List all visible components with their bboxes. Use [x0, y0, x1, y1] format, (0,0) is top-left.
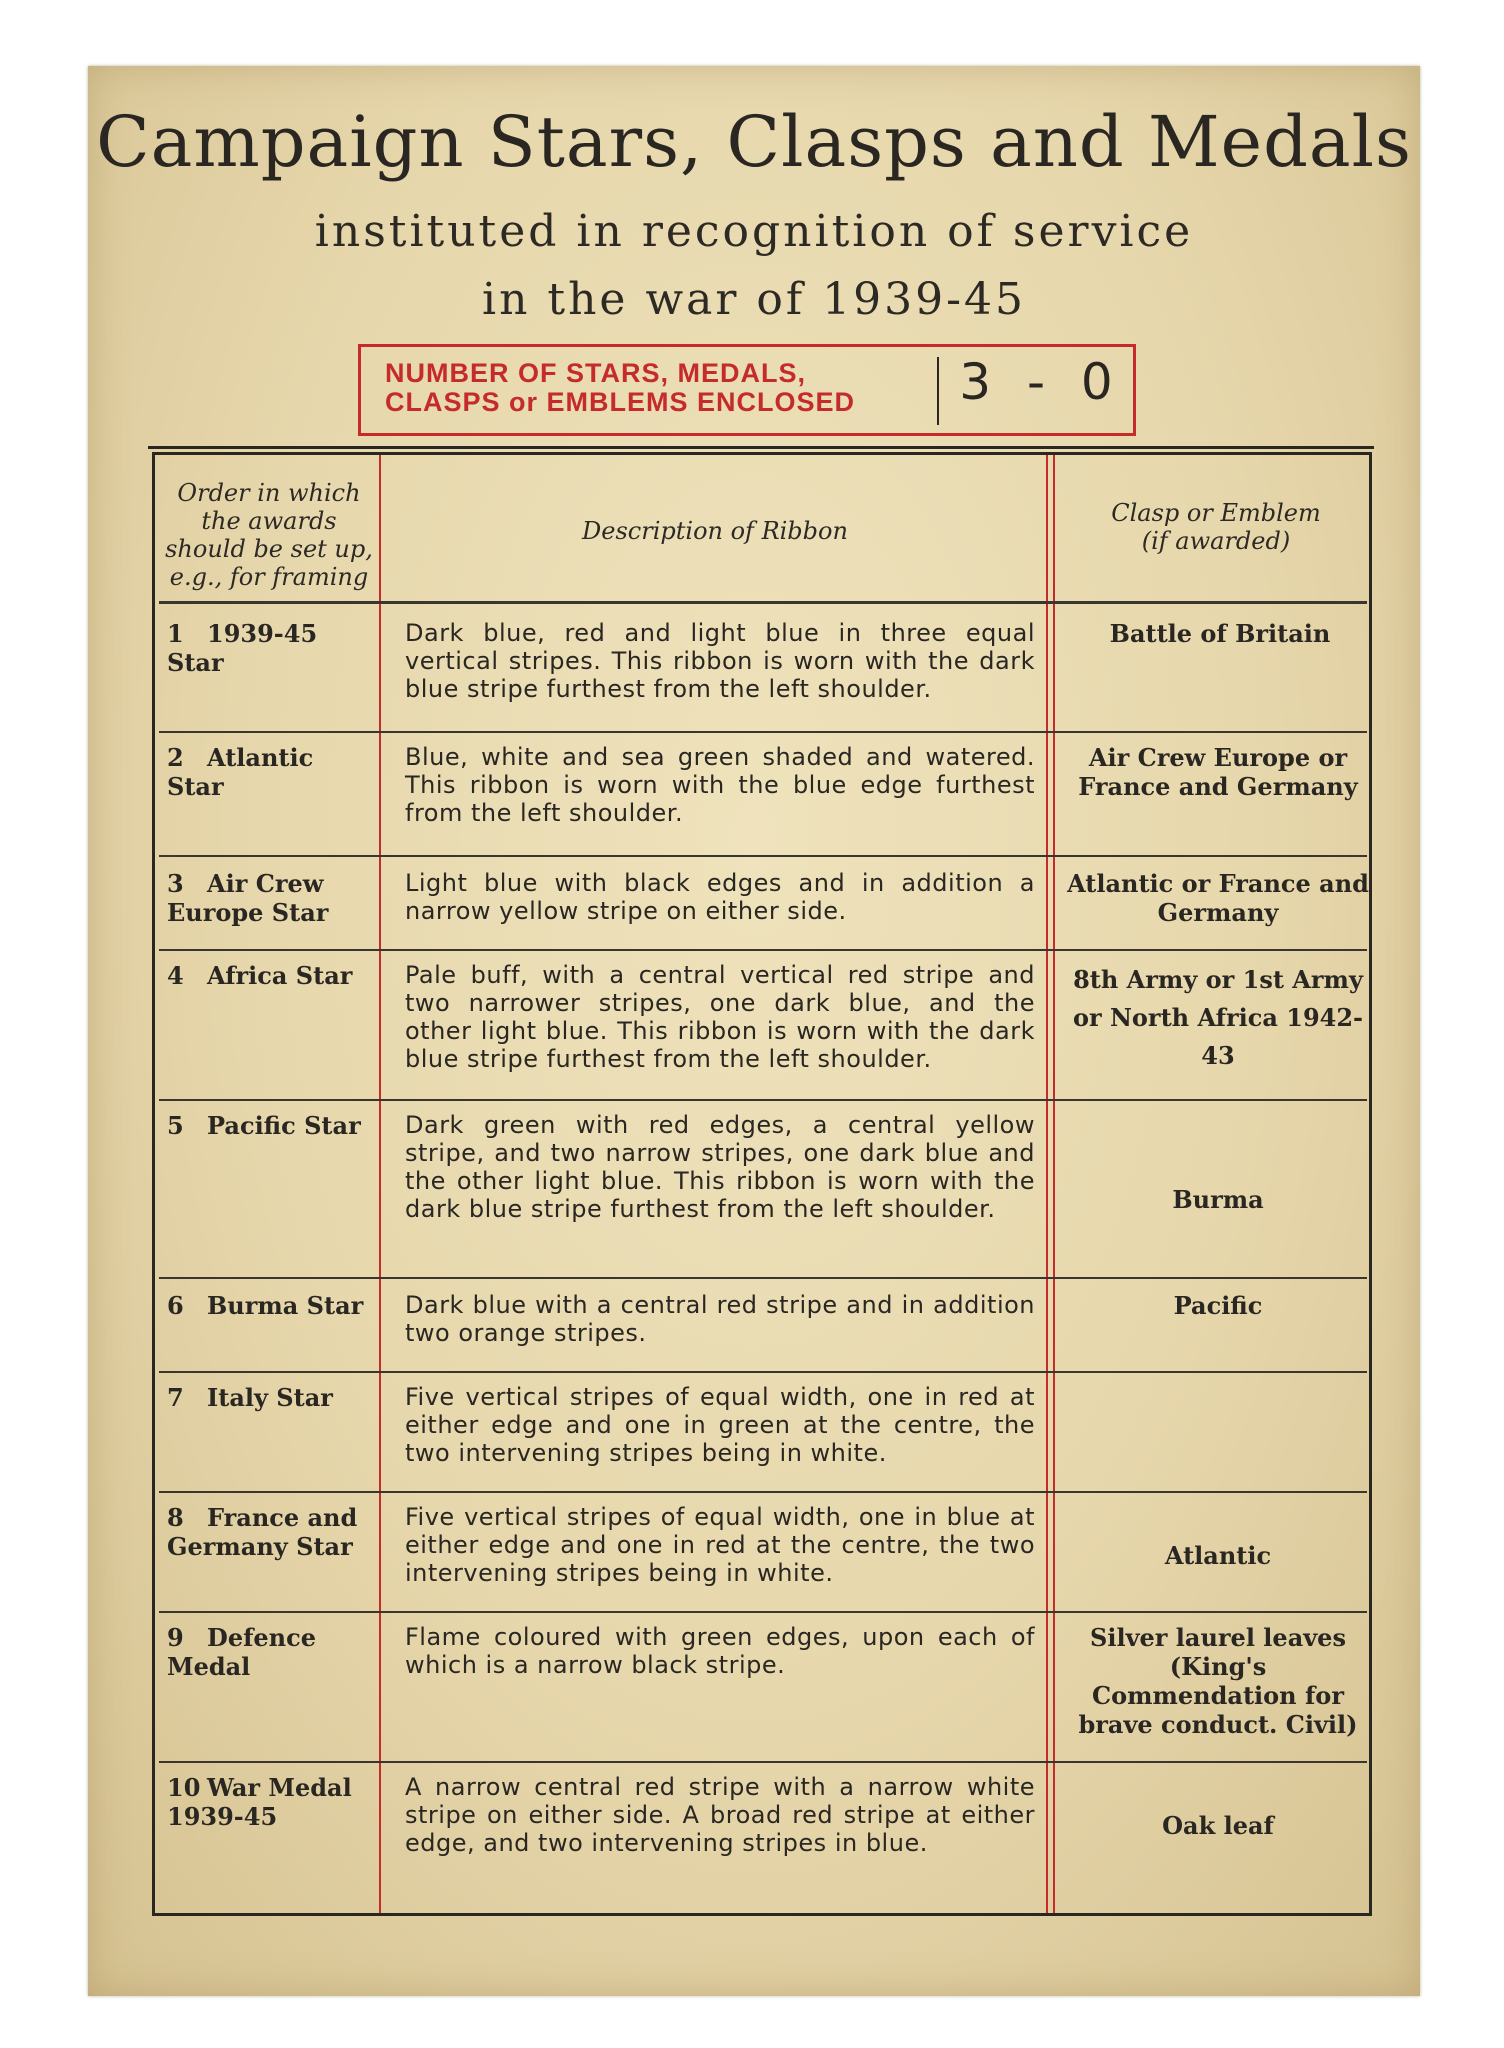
award-title: Atlantic Star [167, 743, 314, 801]
header-rule [159, 601, 1367, 604]
row-rule [159, 1761, 1367, 1763]
row-rule [159, 1491, 1367, 1493]
award-name [167, 1773, 367, 1831]
enclosed-count-label [385, 359, 935, 417]
clasp-emblem: Atlantic or France and Germany [1067, 869, 1369, 927]
award-title: 1939-45 Star [167, 619, 318, 677]
ribbon-description: Flame coloured with green edges, upon each of which is a narrow black stripe. [405, 1623, 1035, 1679]
enclosed-count-box [358, 344, 1136, 436]
award-name [167, 1383, 367, 1412]
award-title: Air Crew Europe Star [167, 869, 329, 927]
award-title: Pacific Star [207, 1111, 361, 1140]
clasp-emblem: Silver laurel leaves (King's Commendation for brave conduct. Civil) [1078, 1623, 1358, 1739]
column-divider-description-a [1046, 455, 1048, 1913]
document-subtitle-line1: instituted in recognition of service [314, 206, 1194, 257]
row-rule [159, 1277, 1367, 1279]
ribbon-description: Dark green with red edges, a central yellow stripe, and two narrow stripes, one dark blue and the other light blue. This ribbon is worn with the dark blue stripe furthest from the left shoulder. [405, 1111, 1035, 1223]
clasp-emblem: 8th Army or 1st Army or North Africa 1942-43 [1072, 965, 1364, 1070]
column-divider-description-b [1053, 455, 1055, 1913]
ribbon-description: Dark blue with a central red stripe and in addition two orange stripes. [405, 1291, 1035, 1347]
award-number: 7 [167, 1383, 184, 1412]
ribbon-description: Five vertical stripes of equal width, one in blue at either edge and one in red at the centre, the two intervening stripes being in white. [405, 1503, 1035, 1587]
row-rule [159, 1611, 1367, 1613]
clasp-emblem: Atlantic [1164, 1541, 1272, 1570]
count-label-line2: CLASPS or EMBLEMS ENCLOSED [385, 387, 856, 417]
document-subtitle-line2: in the war of 1939-45 [482, 274, 1026, 325]
clasp-emblem: Pacific [1173, 1291, 1263, 1320]
ribbon-description: Light blue with black edges and in addition a narrow yellow stripe on either side. [405, 869, 1035, 925]
award-number: 5 [167, 1111, 184, 1140]
award-name [167, 1503, 367, 1561]
document-sheet [88, 66, 1420, 1996]
row-rule [159, 855, 1367, 857]
award-name [167, 619, 367, 677]
clasp-emblem: Burma [1172, 1185, 1264, 1214]
ribbon-description: A narrow central red stripe with a narrow white stripe on either side. A broad red stripe at either edge, and two intervening stripes in blue. [405, 1773, 1035, 1857]
row-rule [159, 1371, 1367, 1373]
award-title: Defence Medal [167, 1623, 317, 1681]
header-order: Order in which the awards should be set up, e.g., for framing [165, 479, 373, 591]
award-name [167, 1623, 367, 1681]
count-label-line1: NUMBER OF STARS, MEDALS, [385, 358, 806, 388]
awards-table [152, 452, 1372, 1916]
header-description: Description of Ribbon [582, 517, 848, 545]
table-top-rule [148, 446, 1374, 449]
award-number: 3 [167, 869, 184, 898]
document-title: Campaign Stars, Clasps and Medals [96, 101, 1412, 183]
row-rule [159, 731, 1367, 733]
header-clasp: Clasp or Emblem (if awarded) [1111, 499, 1321, 555]
clasp-emblem: Oak leaf [1162, 1811, 1274, 1840]
award-number: 9 [167, 1623, 184, 1652]
award-number: 6 [167, 1291, 184, 1320]
award-name [167, 869, 367, 927]
award-name [167, 961, 367, 990]
award-name [167, 1291, 367, 1320]
clasp-emblem: Battle of Britain [1109, 619, 1331, 648]
ribbon-description: Five vertical stripes of equal width, one in red at either edge and one in green at the centre, the two intervening stripes being in white. [405, 1383, 1035, 1467]
award-title: War Medal 1939-45 [167, 1773, 352, 1831]
award-title: Africa Star [207, 961, 353, 990]
ribbon-description: Pale buff, with a central vertical red stripe and two narrower stripes, one dark blue, and the other light blue. This ribbon is worn with the dark blue stripe furthest from the left shoulder. [405, 961, 1035, 1073]
award-number: 2 [167, 743, 184, 772]
ribbon-description: Blue, white and sea green shaded and watered. This ribbon is worn with the blue edge furthest from the left shoulder. [405, 743, 1035, 827]
row-rule [159, 949, 1367, 951]
award-number: 4 [167, 961, 184, 990]
award-number: 8 [167, 1503, 184, 1532]
award-name [167, 743, 367, 801]
clasp-emblem: Air Crew Europe or France and Germany [1078, 743, 1358, 801]
award-title: Italy Star [207, 1383, 333, 1412]
award-number: 1 [167, 619, 184, 648]
count-divider [937, 357, 939, 425]
enclosed-count-value: 3 - 0 [959, 353, 1123, 411]
row-rule [159, 1099, 1367, 1101]
award-title: Burma Star [207, 1291, 364, 1320]
column-divider-order [379, 455, 381, 1913]
ribbon-description: Dark blue, red and light blue in three equal vertical stripes. This ribbon is worn with the dark blue stripe furthest from the left shoulder. [405, 619, 1035, 703]
award-name [167, 1111, 367, 1140]
award-title: France and Germany Star [167, 1503, 358, 1561]
award-number: 10 [167, 1773, 201, 1802]
